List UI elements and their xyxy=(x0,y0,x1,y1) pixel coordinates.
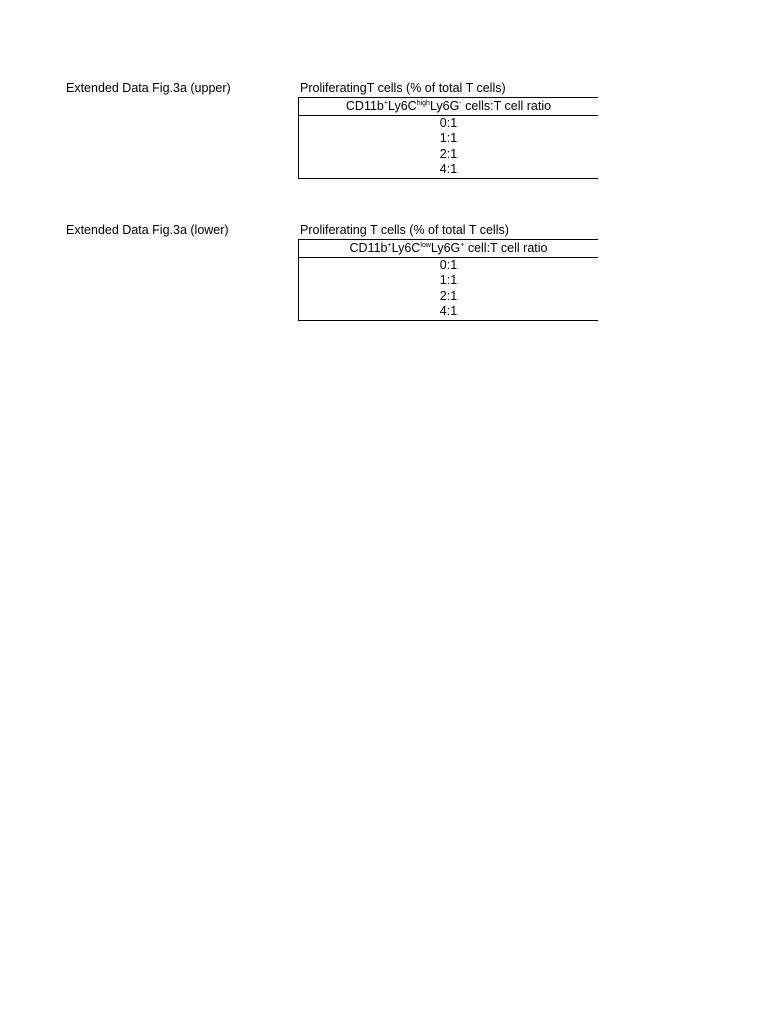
upper-header-sup-2: high xyxy=(416,100,430,107)
lower-table-row: 1:1 xyxy=(439,273,458,288)
lower-header-sup-1: + xyxy=(387,242,392,249)
lower-figure-label: Extended Data Fig.3a (lower) xyxy=(66,223,229,237)
lower-header-part-2: Ly6C xyxy=(391,241,421,255)
lower-table-title: Proliferating T cells (% of total T cells) xyxy=(300,223,509,237)
upper-table-title: ProliferatingT cells (% of total T cells) xyxy=(300,81,506,95)
upper-header-sup-3: - xyxy=(459,100,462,107)
upper-table xyxy=(298,81,598,179)
lower-header-sup-3: + xyxy=(460,242,465,249)
lower-table-header xyxy=(299,240,598,258)
lower-table-row: 2:1 xyxy=(439,288,458,303)
upper-header-sup-1: + xyxy=(383,100,388,107)
upper-figure-label: Extended Data Fig.3a (upper) xyxy=(66,81,231,95)
upper-table-row: 4:1 xyxy=(439,162,458,177)
upper-header-part-4: cells:T cell ratio xyxy=(461,99,552,113)
lower-header-part-4: cell:T cell ratio xyxy=(464,241,548,255)
upper-table-row: 2:1 xyxy=(439,146,458,161)
upper-header-part-2: Ly6C xyxy=(387,99,417,113)
upper-header-part-1: CD11b xyxy=(345,99,384,113)
lower-header-sup-2: low xyxy=(420,242,431,249)
upper-table-header xyxy=(299,98,598,116)
upper-table-row: 1:1 xyxy=(439,131,458,146)
upper-header-part-3: Ly6G xyxy=(429,99,460,113)
lower-header-part-1: CD11b xyxy=(349,241,388,255)
lower-table-row: 0:1 xyxy=(439,258,458,272)
upper-table-row: 0:1 xyxy=(439,116,458,130)
lower-header-part-3: Ly6G xyxy=(430,241,461,255)
lower-table-row: 4:1 xyxy=(439,304,458,319)
lower-table-box xyxy=(298,239,598,321)
lower-table xyxy=(298,223,598,321)
upper-table-box xyxy=(298,97,598,179)
